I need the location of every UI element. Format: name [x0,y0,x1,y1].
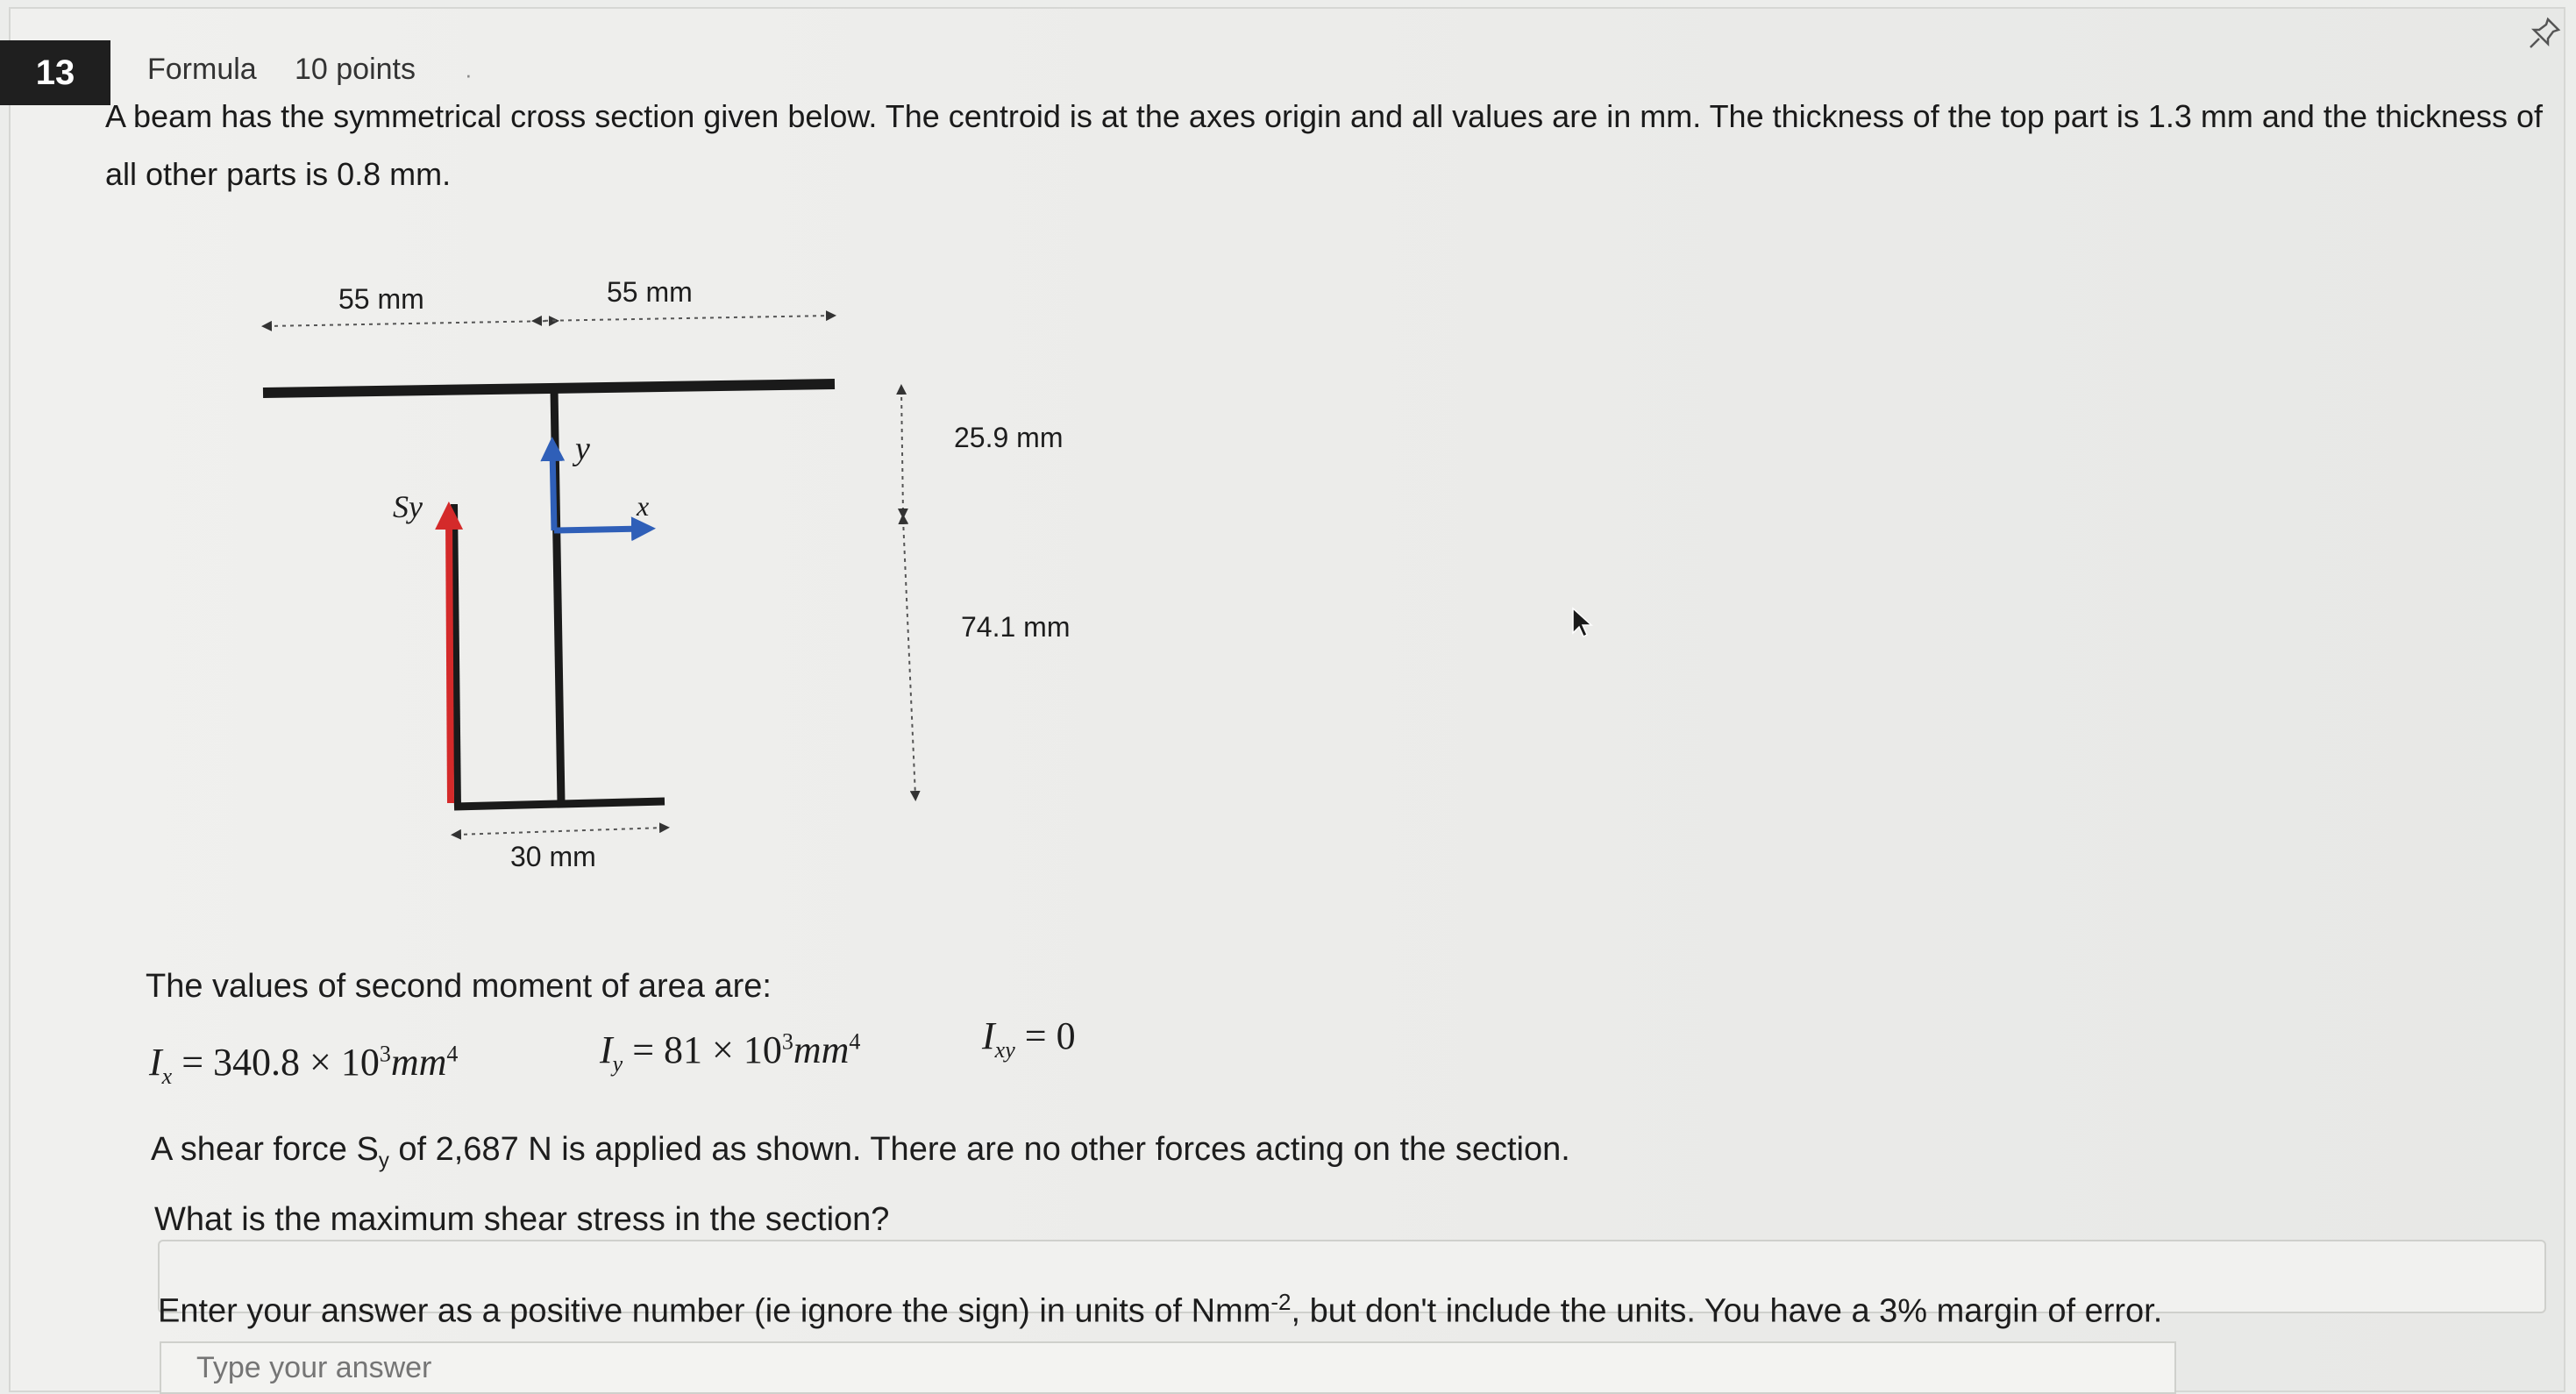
x-axis-label: x [637,490,650,522]
question-text: A beam has the symmetrical cross section given below. The centroid is at the axes origin and all values are in mm. The thickness of the top part is 1.3 mm and the thickness of all other parts is 0.8 mm. [105,98,2544,192]
beam-left-lip [454,504,458,807]
beam-bottom-flange [454,801,665,807]
question-number: 13 [0,40,110,105]
shear-force-arrow [449,516,451,803]
iy-equation: $I_y = 81 \times 10^3mm^4$ [600,1028,861,1077]
answer-instruction: Enter your answer as a positive number (ie ignore the sign) in units of Nmm$^{-2}$, but don't include the units. You have a 3% margin of error. [158,1289,2163,1330]
shear-force-statement: A shear force $S_y$ of 2,687 N is applied as shown. There are no other forces acting on the section. [151,1131,1570,1173]
dim-line-bottom [456,828,665,835]
mouse-cursor-icon [1569,607,1596,642]
answer-input[interactable] [160,1341,2176,1394]
ix-equation: $I_x = 340.8 \times 10^3mm^4$ [149,1041,459,1089]
question-type: Formula [147,53,257,86]
dim-line-top-left [267,321,554,326]
pin-icon[interactable] [2527,16,2562,51]
ixy-equation: $I_{xy} = 0$ [982,1014,1076,1063]
y-axis-label: y [575,430,590,467]
beam-top-flange [263,384,835,393]
dim-line-lower [903,519,915,796]
dim-label-top-left: 55 mm [338,283,424,315]
dim-label-upper: 25.9 mm [954,422,1064,453]
dim-label-bottom: 30 mm [510,841,596,872]
second-moment-intro: The values of second moment of area are: [146,968,772,1005]
x-axis-arrow [554,529,644,530]
dim-line-upper [901,389,903,514]
dim-label-top-right: 55 mm [607,276,693,308]
separator-dot: · [465,61,473,88]
y-axis-arrow [552,449,554,530]
cross-section-diagram [0,0,1140,894]
shear-force-label: Sy [393,489,423,524]
question-points: 10 points [295,53,416,86]
question-prompt: What is the maximum shear stress in the section? [154,1201,890,1238]
dim-label-lower: 74.1 mm [961,611,1071,643]
dim-line-top-right [537,316,831,321]
